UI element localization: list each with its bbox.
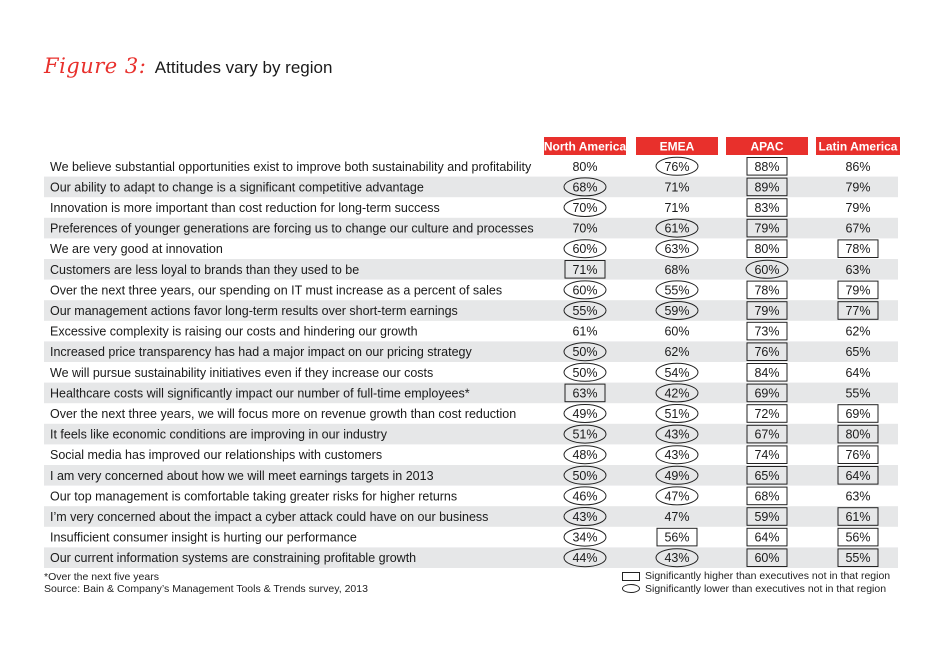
cell-value: 79% [754, 304, 780, 318]
cell-value: 63% [664, 242, 690, 257]
cell-value: 55% [845, 386, 871, 401]
cell-value: 70% [572, 221, 598, 236]
cell-value: 43% [664, 448, 690, 463]
legend-row-higher [622, 570, 890, 583]
cell-value: 62% [845, 324, 871, 339]
cell-value: 60% [572, 242, 598, 257]
row-label: Insufficient consumer insight is hurting our performance [50, 530, 357, 545]
cell-value: 76% [845, 448, 871, 463]
cell-value: 79% [845, 180, 871, 195]
row-label: I’m very concerned about the impact a cyber attack could have on our business [50, 510, 489, 524]
cell-value: 54% [664, 365, 690, 380]
cell-value: 64% [845, 365, 871, 380]
cell-value: 43% [664, 427, 690, 442]
cell-value: 48% [572, 448, 598, 463]
column-header: Latin America [818, 139, 898, 154]
row-label: It feels like economic conditions are improving in our industry [50, 427, 387, 442]
cell-value: 46% [572, 489, 598, 504]
cell-value: 74% [754, 448, 780, 463]
cell-value: 79% [754, 221, 780, 236]
row-label: We are very good at innovation [50, 242, 223, 257]
cell-value: 80% [754, 242, 780, 257]
cell-value: 63% [845, 262, 871, 277]
figure-label: Figure 3: [44, 54, 147, 78]
row-label: Our ability to adapt to change is a significant competitive advantage [50, 180, 424, 195]
cell-value: 86% [845, 159, 871, 174]
cell-value: 59% [664, 304, 690, 318]
row-label: We will pursue sustainability initiatives even if they increase our costs [50, 365, 434, 380]
cell-value: 83% [754, 201, 780, 215]
cell-value: 88% [754, 159, 780, 174]
cell-value: 51% [572, 427, 598, 442]
row-label: Social media has improved our relationships with customers [50, 448, 383, 463]
cell-value: 77% [845, 304, 871, 318]
cell-value: 60% [664, 324, 690, 339]
cell-value: 44% [572, 551, 598, 566]
cell-value: 59% [754, 510, 780, 524]
row-label: Innovation is more important than cost reduction for long-term success [50, 201, 440, 215]
figure-title-text: Attitudes vary by region [154, 58, 333, 77]
row-label: Our current information systems are constraining profitable growth [50, 551, 417, 566]
row-label: I am very concerned about how we will meet earnings targets in 2013 [50, 468, 434, 483]
cell-value: 65% [754, 468, 780, 483]
cell-value: 63% [572, 386, 598, 401]
cell-value: 42% [664, 386, 690, 401]
footnotes [44, 572, 368, 595]
cell-value: 78% [845, 242, 871, 257]
cell-value: 50% [572, 365, 598, 380]
cell-value: 64% [754, 530, 780, 545]
cell-value: 60% [572, 283, 598, 298]
cell-value: 78% [754, 283, 780, 298]
cell-value: 70% [572, 201, 598, 215]
cell-value: 65% [845, 345, 871, 360]
row-label: Increased price transparency has had a major impact on our pricing strategy [50, 345, 472, 360]
cell-value: 71% [664, 201, 690, 215]
column-header: North America [543, 139, 627, 154]
cell-value: 50% [572, 345, 598, 360]
legend-oval-label: Significantly lower than executives not in that region [645, 582, 887, 595]
cell-value: 79% [845, 201, 871, 215]
cell-value: 61% [845, 510, 871, 524]
cell-value: 69% [754, 386, 780, 401]
cell-value: 51% [664, 407, 690, 421]
row-label: Excessive complexity is raising our costs and hindering our growth [50, 324, 418, 339]
cell-value: 89% [754, 180, 780, 195]
footnote-asterisk: *Over the next five years [44, 571, 159, 583]
cell-value: 64% [845, 468, 871, 483]
cell-value: 61% [572, 324, 598, 339]
source-note: Source: Bain & Company’s Management Tools & Trends survey, 2013 [44, 582, 368, 595]
cell-value: 68% [664, 262, 690, 277]
cell-value: 47% [664, 510, 690, 524]
legend-row-lower [622, 583, 890, 596]
cell-value: 49% [572, 407, 598, 421]
cell-value: 55% [845, 551, 871, 566]
row-label: Preferences of younger generations are forcing us to change our culture and processes [50, 221, 534, 236]
cell-value: 76% [664, 159, 690, 174]
legend [622, 570, 890, 595]
cell-value: 79% [845, 283, 871, 298]
cell-value: 63% [845, 489, 871, 504]
cell-value: 80% [572, 159, 598, 174]
cell-value: 68% [754, 489, 780, 504]
cell-value: 72% [754, 407, 780, 421]
cell-value: 60% [754, 551, 780, 566]
row-label: Over the next three years, we will focus more on revenue growth than cost reduction [50, 407, 517, 421]
legend-box-label: Significantly higher than executives not in that region [645, 570, 891, 582]
cell-value: 80% [845, 427, 871, 442]
row-label: Our top management is comfortable taking greater risks for higher returns [50, 489, 458, 504]
cell-value: 71% [664, 180, 690, 195]
cell-value: 43% [572, 510, 598, 524]
cell-value: 34% [572, 530, 598, 545]
cell-value: 68% [572, 180, 598, 195]
cell-value: 50% [572, 468, 598, 483]
cell-value: 71% [572, 262, 598, 277]
cell-value: 60% [754, 262, 780, 277]
row-label: Over the next three years, our spending on IT must increase as a percent of sales [50, 283, 503, 298]
cell-value: 62% [664, 345, 690, 360]
cell-value: 84% [754, 365, 780, 380]
row-label: We believe substantial opportunities exist to improve both sustainability and profitability [50, 159, 532, 174]
row-label: Healthcare costs will significantly impact our number of full-time employees* [50, 386, 470, 401]
cell-value: 73% [754, 324, 780, 339]
cell-value: 67% [754, 427, 780, 442]
cell-value: 55% [572, 304, 598, 318]
cell-value: 69% [845, 407, 871, 421]
cell-value: 61% [664, 221, 690, 236]
cell-value: 43% [664, 551, 690, 566]
row-label: Our management actions favor long-term results over short-term earnings [50, 304, 458, 318]
cell-value: 49% [664, 468, 690, 483]
legend-box-icon [622, 572, 640, 581]
cell-value: 56% [664, 530, 690, 545]
cell-value: 67% [845, 221, 871, 236]
column-header: APAC [750, 139, 784, 154]
row-label: Customers are less loyal to brands than they used to be [50, 262, 360, 277]
cell-value: 55% [664, 283, 690, 298]
cell-value: 47% [664, 489, 690, 504]
cell-value: 76% [754, 345, 780, 360]
column-header: EMEA [659, 139, 695, 154]
cell-value: 56% [845, 530, 871, 545]
legend-oval-icon [622, 584, 640, 593]
